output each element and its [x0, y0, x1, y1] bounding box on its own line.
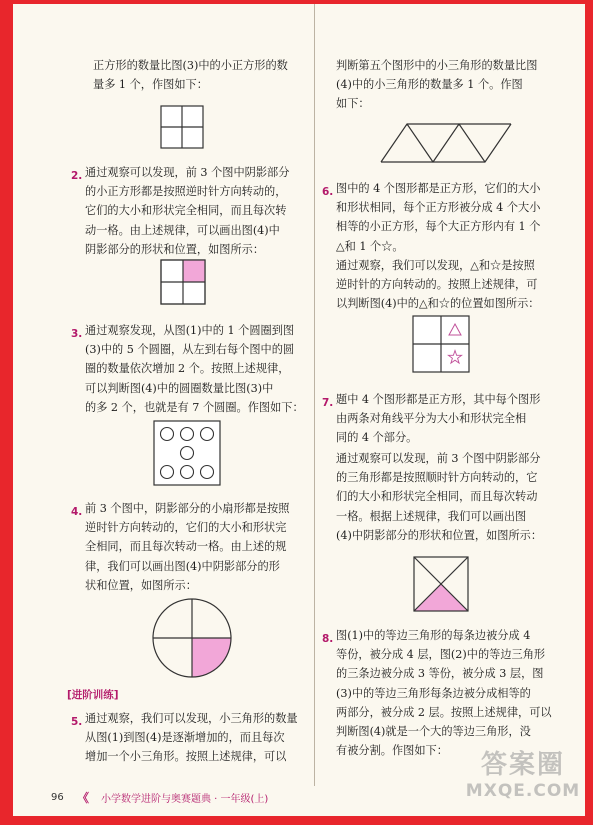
text-line: 通过观察发现，从图(1)中的 1 个圆圈到图	[85, 324, 295, 337]
triangle-star-square-figure	[412, 315, 470, 373]
text-line: 律，我们可以画出图(4)中阴影部分的形	[85, 559, 280, 573]
right-intro	[336, 56, 537, 114]
triangle-strip-figure	[379, 122, 529, 164]
text-line: (4)中阴影部分的形状和位置，如图所示：	[336, 528, 543, 542]
text-line: 逆时针方向转动的，它们的大小和形状完	[85, 521, 287, 535]
text-line: (3)中的等边三角形每条边被分成相等的	[336, 686, 531, 700]
item-3-text	[85, 321, 304, 417]
shaded-square-figure	[160, 259, 206, 305]
text-line: 它们的大小和形状完全相同，而且每次转	[85, 204, 287, 218]
left-intro	[93, 56, 288, 94]
text-line: 正方形的数量比图(3)中的小正方形的数	[93, 59, 288, 72]
text-line: 动一格。由上述规律，可以画出图(4)中	[85, 223, 280, 237]
item-number: 6.	[322, 186, 334, 198]
item-5-text	[85, 709, 298, 767]
text-line: 可以判断图(4)中的圆圈数量比图(3)中	[85, 381, 274, 395]
text-line: 逆时针的方向转动的。按照上述规律，可	[336, 278, 538, 292]
text-line: 状和位置，如图所示：	[85, 578, 197, 592]
text-line: 通过观察可以发现，前 3 个图中阴影部分	[85, 166, 290, 179]
text-line: 一格。根据上述规律，我们可以画出图	[336, 509, 527, 523]
text-line: 相等的小正方形，每个大正方形内有 1 个	[336, 220, 541, 234]
watermark-url: MXQE.COM	[465, 781, 581, 801]
text-line: 如下：	[336, 97, 370, 111]
item-7-text	[336, 390, 540, 448]
text-line: 等份，被分成 4 层，图(2)中的等边三角形	[336, 648, 546, 662]
text-line: 判断图(4)就是一个大的等边三角形，没	[336, 725, 531, 739]
double-chevron-left-icon: 《	[77, 791, 90, 805]
item-7-text-b	[336, 449, 542, 545]
book-title: 小学数学进阶与奥赛题典 · 一年级(上)	[101, 794, 269, 805]
text-line: 的多 2 个，也就是有 7 个圆圈。作图如下：	[85, 400, 304, 414]
item-number: 8.	[322, 633, 334, 645]
item-number: 3.	[71, 328, 83, 340]
item-number: 4.	[71, 506, 83, 518]
text-line: 量多 1 个，作图如下：	[93, 78, 208, 92]
text-line: 由两条对角线平分为大小和形状完全相	[336, 412, 527, 426]
text-line: 增加一个小三角形。按照上述规律，可以	[85, 750, 287, 764]
section-tag: [进阶训练]	[67, 689, 119, 701]
text-line: 阴影部分的形状和位置，如图所示：	[85, 242, 265, 256]
item-6-text-b	[336, 256, 539, 314]
text-line: 有被分割。作图如下：	[336, 744, 448, 758]
text-line: 通过观察，我们可以发现，小三角形的数量	[85, 712, 298, 725]
text-line: 们的大小和形状完全相同，而且每次转动	[336, 490, 538, 504]
text-line: 的三角形都是按照顺时针方向转动的，它	[336, 471, 538, 485]
page-number: 96	[51, 792, 64, 803]
item-8-text	[336, 626, 552, 760]
text-line: 图(1)中的等边三角形的每条边被分成 4	[336, 629, 531, 642]
text-line: 图中的 4 个图形都是正方形，它们的大小	[336, 182, 541, 195]
item-number: 7.	[322, 397, 334, 409]
text-line: 的小正方形都是按照逆时针方向转动的，	[85, 185, 287, 199]
watermark-text: 答案圈	[480, 750, 565, 780]
text-line: 通过观察，我们可以发现，△和☆是按照	[336, 259, 535, 272]
item-number: 2.	[71, 170, 83, 182]
text-line: △和 1 个☆。	[336, 239, 404, 253]
text-line: 和形状相同，每个正方形被分成 4 个大小	[336, 201, 541, 215]
text-line: 通过观察可以发现，前 3 个图中阴影部分	[336, 452, 541, 465]
four-square-figure	[160, 105, 204, 149]
text-line: 两部分，被分成 2 层。按照上述规律，可以	[336, 705, 552, 719]
watermark-logo	[453, 744, 585, 801]
text-line: 的三条边被分成 3 等份，被分成 3 层，图	[336, 667, 544, 681]
text-line: 题中 4 个图形都是正方形，其中每个图形	[336, 393, 541, 406]
text-line: 全相同，而且每次转动一格。由上述的规	[85, 540, 287, 554]
text-line: 同的 4 个部分。	[336, 431, 418, 445]
item-6-text	[336, 179, 540, 256]
text-line: 从图(1)到图(4)是逐渐增加的，而且每次	[85, 731, 285, 745]
text-line: 以判断图(4)中的△和☆的位置如图所示：	[336, 297, 540, 311]
text-line: 圈的数量依次增加 2 个。按照上述规律，	[85, 362, 290, 376]
text-line: (4)中的小三角形的数量多 1 个。作图	[336, 78, 523, 92]
shaded-sector-circle-figure	[151, 597, 233, 679]
text-line: 前 3 个图中，阴影部分的小扇形都是按照	[85, 502, 290, 515]
text-line: 判断第五个图形中的小三角形的数量比图	[336, 59, 538, 72]
diagonal-shaded-square-figure	[413, 556, 469, 612]
item-4-text	[85, 499, 289, 595]
text-line: (3)中的 5 个圆圈，从左到右每个图中的圆	[85, 343, 295, 357]
seven-circles-figure	[153, 420, 221, 486]
column-divider	[314, 4, 315, 786]
item-2-text	[85, 163, 289, 259]
item-number: 5.	[71, 716, 83, 728]
book-page	[13, 4, 585, 816]
